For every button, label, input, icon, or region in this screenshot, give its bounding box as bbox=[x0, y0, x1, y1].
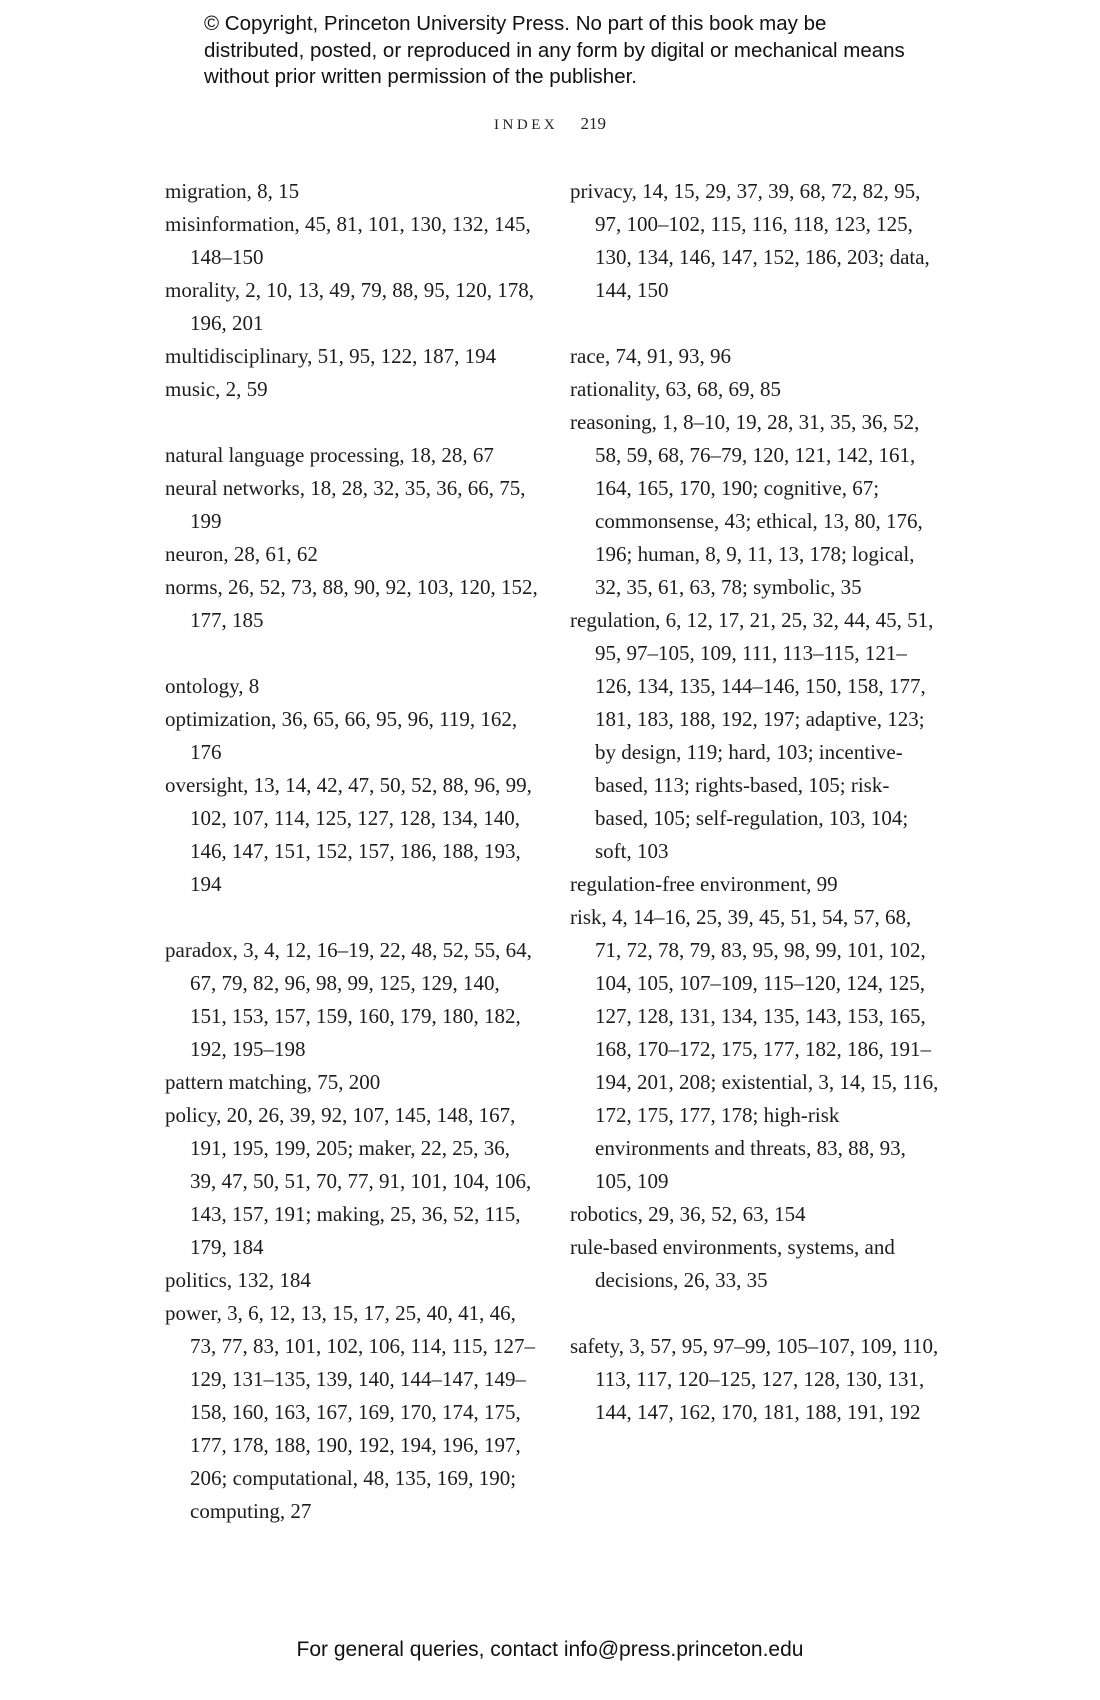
page-number: 219 bbox=[580, 114, 606, 133]
index-entry: music, 2, 59 bbox=[165, 377, 268, 401]
index-entry: norms, 26, 52, 73, 88, 90, 92, 103, 120, 152, 177, 185 bbox=[165, 575, 538, 632]
running-head bbox=[0, 114, 1100, 134]
running-head-label: INDEX bbox=[494, 117, 559, 133]
index-entry: migration, 8, 15 bbox=[165, 179, 300, 203]
index-entry: power, 3, 6, 12, 13, 15, 17, 25, 40, 41, 46, 73, 77, 83, 101, 102, 106, 114, 115, 127–129, 131–135, 139, 140, 144–147, 149–158, 160, 163, 167, 169, 170, 174, 175, 177, 178, 188, 190, 192, 194, 196, 197, 206; computational, 48, 135, 169, 190; computing, 27 bbox=[165, 1301, 535, 1523]
copyright-notice: © Copyright, Princeton University Press. No part of this book may be distributed, posted, or reproduced in any form by digital or mechanical means without prior written permission of the publisher. bbox=[204, 12, 905, 88]
index-entry: privacy, 14, 15, 29, 37, 39, 68, 72, 82, 95, 97, 100–102, 115, 116, 118, 123, 125, 130, 134, 146, 147, 152, 186, 203; data, 144, 150 bbox=[570, 179, 930, 302]
index-entry: regulation-free environment, 99 bbox=[570, 872, 838, 896]
index-entry: misinformation, 45, 81, 101, 130, 132, 145, 148–150 bbox=[165, 212, 531, 269]
index-entry: safety, 3, 57, 95, 97–99, 105–107, 109, 110, 113, 117, 120–125, 127, 128, 130, 131, 144, 147, 162, 170, 181, 188, 191, 192 bbox=[570, 1334, 939, 1424]
index-entry: robotics, 29, 36, 52, 63, 154 bbox=[570, 1202, 806, 1226]
index-entry: morality, 2, 10, 13, 49, 79, 88, 95, 120, 178, 196, 201 bbox=[165, 278, 535, 335]
index-column-left bbox=[165, 175, 540, 1528]
index-entry: ontology, 8 bbox=[165, 674, 260, 698]
index-entry: reasoning, 1, 8–10, 19, 28, 31, 35, 36, 52, 58, 59, 68, 76–79, 120, 121, 142, 161, 164, 165, 170, 190; cognitive, 67; commonsense, 43; ethical, 13, 80, 176, 196; human, 8, 9, 11, 13, 178; logical, 32, 35, 61, 63, 78; symbolic, 35 bbox=[570, 410, 923, 599]
index-entry: neural networks, 18, 28, 32, 35, 36, 66, 75, 199 bbox=[165, 476, 526, 533]
index-entry: politics, 132, 184 bbox=[165, 1268, 311, 1292]
index-entry: regulation, 6, 12, 17, 21, 25, 32, 44, 45, 51, 95, 97–105, 109, 111, 113–115, 121–126, 134, 135, 144–146, 150, 158, 177, 181, 183, 188, 192, 197; adaptive, 123; by design, 119; hard, 103; incentive-based, 113; rights-based, 105; risk-based, 105; self-regulation, 103, 104; soft, 103 bbox=[570, 608, 934, 863]
index-entry: race, 74, 91, 93, 96 bbox=[570, 344, 731, 368]
index-entry: natural language processing, 18, 28, 67 bbox=[165, 443, 494, 467]
index-column-right bbox=[570, 175, 940, 1429]
index-entry: optimization, 36, 65, 66, 95, 96, 119, 162, 176 bbox=[165, 707, 518, 764]
index-entry: oversight, 13, 14, 42, 47, 50, 52, 88, 96, 99, 102, 107, 114, 125, 127, 128, 134, 140, 146, 147, 151, 152, 157, 186, 188, 193, 194 bbox=[165, 773, 532, 896]
index-entry: multidisciplinary, 51, 95, 122, 187, 194 bbox=[165, 344, 497, 368]
index-entry: pattern matching, 75, 200 bbox=[165, 1070, 381, 1094]
index-entry: risk, 4, 14–16, 25, 39, 45, 51, 54, 57, 68, 71, 72, 78, 79, 83, 95, 98, 99, 101, 102, 104, 105, 107–109, 115–120, 124, 125, 127, 128, 131, 134, 135, 143, 153, 165, 168, 170–172, 175, 177, 182, 186, 191–194, 201, 208; existential, 3, 14, 15, 116, 172, 175, 177, 178; high-risk environments and threats, 83, 88, 93, 105, 109 bbox=[570, 905, 939, 1193]
index-entry: rationality, 63, 68, 69, 85 bbox=[570, 377, 781, 401]
index-entry: policy, 20, 26, 39, 92, 107, 145, 148, 167, 191, 195, 199, 205; maker, 22, 25, 36, 39, 47, 50, 51, 70, 77, 91, 101, 104, 106, 143, 157, 191; making, 25, 36, 52, 115, 179, 184 bbox=[165, 1103, 532, 1259]
footer-contact: For general queries, contact info@press.princeton.edu bbox=[296, 1638, 804, 1661]
index-entry: paradox, 3, 4, 12, 16–19, 22, 48, 52, 55, 64, 67, 79, 82, 96, 98, 99, 125, 129, 140, 151, 153, 157, 159, 160, 179, 180, 182, 192, 195–198 bbox=[165, 938, 532, 1061]
index-entry: neuron, 28, 61, 62 bbox=[165, 542, 318, 566]
index-entry: rule-based environments, systems, and decisions, 26, 33, 35 bbox=[570, 1235, 895, 1292]
